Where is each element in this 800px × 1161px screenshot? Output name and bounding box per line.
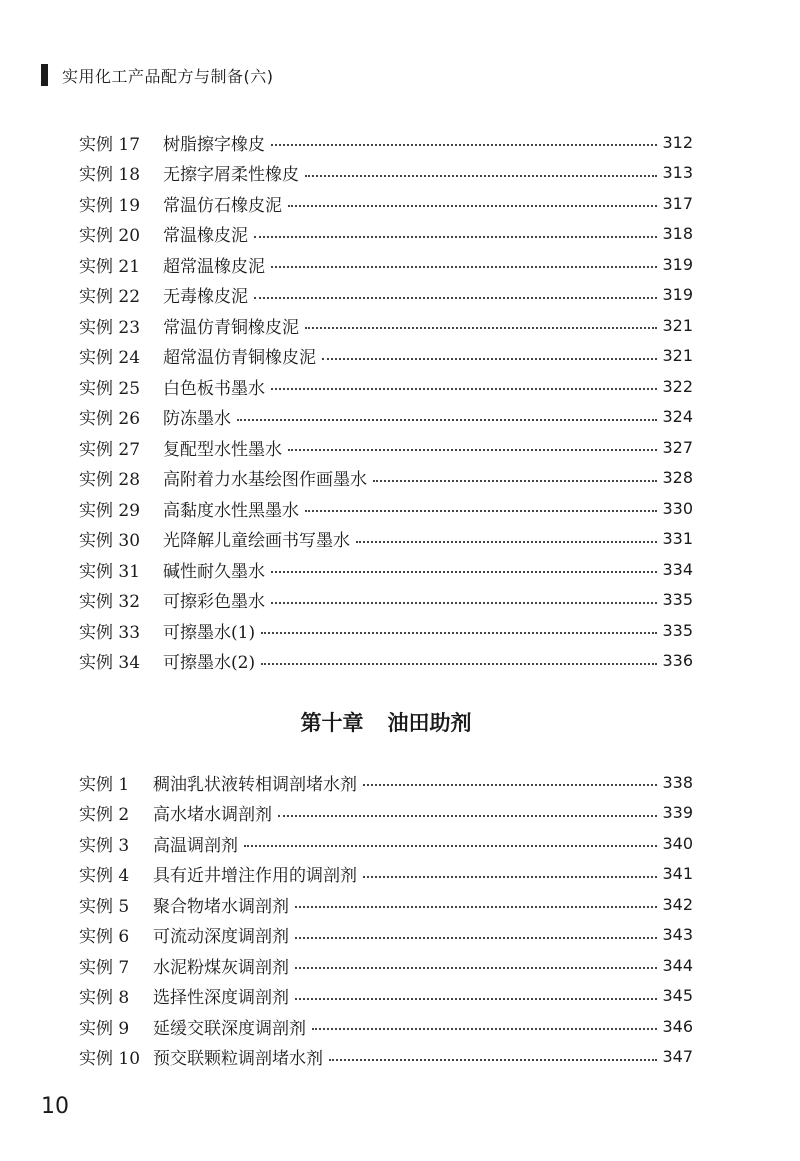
- toc-entry-label: 实例 10: [79, 1049, 141, 1070]
- toc-leader-dots: [305, 510, 657, 512]
- toc-entry-title: 高附着力水基绘图作画墨水: [163, 470, 367, 491]
- toc-entry[interactable]: [79, 524, 693, 555]
- toc-leader-dots: [305, 327, 657, 329]
- toc-entry-label: 实例 9: [79, 1018, 130, 1039]
- toc-leader-dots: [288, 449, 657, 451]
- toc-entry-title: 可擦墨水(1): [163, 622, 256, 643]
- toc-entry-label: 实例 26: [79, 409, 141, 430]
- running-header: [41, 62, 274, 88]
- toc-entry[interactable]: [79, 798, 693, 829]
- toc-entry-page: 338: [662, 772, 693, 792]
- toc-entry-title: 可流动深度调剖剂: [153, 927, 289, 948]
- toc-entry-label: 实例 34: [79, 653, 141, 674]
- toc-leader-dots: [261, 663, 657, 665]
- toc-entry[interactable]: [79, 889, 693, 920]
- toc-entry-page: 346: [662, 1016, 693, 1036]
- toc-entry[interactable]: [79, 554, 693, 585]
- toc-leader-dots: [295, 906, 657, 908]
- toc-entry-title: 延缓交联深度调剖剂: [153, 1018, 306, 1039]
- toc-entry[interactable]: [79, 402, 693, 433]
- toc-entry-label: 实例 22: [79, 287, 141, 308]
- toc-entry-title: 复配型水性墨水: [163, 439, 282, 460]
- toc-entry-page: 334: [662, 559, 693, 579]
- toc-entry-page: 341: [662, 864, 693, 884]
- toc-entry-title: 预交联颗粒调剖堵水剂: [153, 1049, 323, 1070]
- toc-leader-dots: [271, 266, 657, 268]
- toc-entry-title: 树脂擦字橡皮: [163, 134, 265, 155]
- toc-entry-title: 白色板书墨水: [163, 378, 265, 399]
- toc-entry[interactable]: [79, 371, 693, 402]
- toc-list-section-a: [79, 127, 693, 676]
- chapter-number: 第十章: [300, 711, 364, 735]
- toc-entry[interactable]: [79, 127, 693, 158]
- running-header-title: 实用化工产品配方与制备(六): [62, 66, 274, 86]
- toc-entry-title: 常温仿青铜橡皮泥: [163, 317, 299, 338]
- toc-entry-page: 335: [662, 590, 693, 610]
- chapter-name: 油田助剂: [387, 711, 472, 735]
- toc-entry-page: 347: [662, 1047, 693, 1067]
- toc-entry-page: 336: [662, 651, 693, 671]
- toc-leader-dots: [254, 236, 657, 238]
- toc-entry-title: 超常温橡皮泥: [163, 256, 265, 277]
- toc-entry-title: 可擦墨水(2): [163, 653, 256, 674]
- toc-entry[interactable]: [79, 859, 693, 890]
- toc-leader-dots: [237, 419, 657, 421]
- header-bar-mark: [41, 64, 48, 86]
- toc-entry-label: 实例 27: [79, 439, 141, 460]
- toc-entry-label: 实例 29: [79, 500, 141, 521]
- toc-entry[interactable]: [79, 950, 693, 981]
- toc-leader-dots: [288, 205, 657, 207]
- toc-entry[interactable]: [79, 280, 693, 311]
- toc-entry-page: 321: [662, 346, 693, 366]
- toc-entry-label: 实例 25: [79, 378, 141, 399]
- page-number: 10: [41, 1094, 69, 1119]
- toc-entry-title: 可擦彩色墨水: [163, 592, 265, 613]
- toc-entry-label: 实例 5: [79, 896, 130, 917]
- toc-entry-title: 水泥粉煤灰调剖剂: [153, 957, 289, 978]
- toc-entry-label: 实例 7: [79, 957, 130, 978]
- toc-entry-title: 防冻墨水: [163, 409, 231, 430]
- toc-entry[interactable]: [79, 615, 693, 646]
- toc-entry[interactable]: [79, 646, 693, 677]
- toc-entry[interactable]: [79, 219, 693, 250]
- toc-entry-title: 无毒橡皮泥: [163, 287, 248, 308]
- toc-entry-title: 聚合物堵水调剖剂: [153, 896, 289, 917]
- toc-entry-title: 光降解儿童绘画书写墨水: [163, 531, 350, 552]
- toc-entry[interactable]: [79, 188, 693, 219]
- toc-entry-label: 实例 17: [79, 134, 141, 155]
- toc-leader-dots: [295, 967, 657, 969]
- toc-leader-dots: [271, 602, 657, 604]
- toc-leader-dots: [244, 845, 657, 847]
- toc-entry[interactable]: [79, 432, 693, 463]
- toc-leader-dots: [356, 541, 657, 543]
- toc-entry[interactable]: [79, 981, 693, 1012]
- toc-entry-page: 331: [662, 529, 693, 549]
- toc-leader-dots: [363, 784, 657, 786]
- toc-entry-title: 高温调剖剂: [153, 835, 238, 856]
- toc-entry-title: 高黏度水性黑墨水: [163, 500, 299, 521]
- toc-leader-dots: [254, 297, 657, 299]
- toc-entry-page: 344: [662, 955, 693, 975]
- toc-entry[interactable]: [79, 585, 693, 616]
- chapter-heading: [0, 707, 772, 737]
- toc-entry[interactable]: [79, 310, 693, 341]
- toc-entry-page: 317: [662, 193, 693, 213]
- toc-leader-dots: [322, 358, 657, 360]
- toc-leader-dots: [271, 144, 657, 146]
- toc-leader-dots: [373, 480, 657, 482]
- toc-entry-label: 实例 20: [79, 226, 141, 247]
- toc-entry-page: 339: [662, 803, 693, 823]
- toc-entry-page: 319: [662, 254, 693, 274]
- toc-entry-title: 无擦字屑柔性橡皮: [163, 165, 299, 186]
- toc-list-section-b: [79, 767, 693, 1072]
- toc-entry-title: 选择性深度调剖剂: [153, 988, 289, 1009]
- toc-entry-label: 实例 32: [79, 592, 141, 613]
- toc-leader-dots: [329, 1059, 657, 1061]
- toc-entry-label: 实例 8: [79, 988, 130, 1009]
- toc-entry-label: 实例 30: [79, 531, 141, 552]
- toc-leader-dots: [363, 876, 657, 878]
- toc-entry-label: 实例 1: [79, 774, 130, 795]
- toc-entry[interactable]: [79, 493, 693, 524]
- toc-entry-page: 324: [662, 407, 693, 427]
- toc-entry[interactable]: [79, 767, 693, 798]
- toc-entry-page: 318: [662, 224, 693, 244]
- toc-entry-page: 321: [662, 315, 693, 335]
- toc-leader-dots: [271, 571, 657, 573]
- toc-leader-dots: [295, 998, 657, 1000]
- toc-entry-page: 312: [662, 132, 693, 152]
- toc-entry-label: 实例 6: [79, 927, 130, 948]
- toc-entry-page: 328: [662, 468, 693, 488]
- toc-entry-page: 343: [662, 925, 693, 945]
- toc-leader-dots: [261, 632, 657, 634]
- toc-entry-page: 342: [662, 894, 693, 914]
- toc-entry[interactable]: [79, 920, 693, 951]
- toc-entry-page: 319: [662, 285, 693, 305]
- toc-entry-title: 具有近井增注作用的调剖剂: [153, 866, 357, 887]
- toc-leader-dots: [278, 815, 657, 817]
- toc-entry-page: 335: [662, 620, 693, 640]
- toc-entry-title: 稠油乳状液转相调剖堵水剂: [153, 774, 357, 795]
- toc-leader-dots: [312, 1028, 657, 1030]
- toc-entry[interactable]: [79, 1011, 693, 1042]
- toc-entry-label: 实例 33: [79, 622, 141, 643]
- toc-entry-page: 327: [662, 437, 693, 457]
- toc-entry-title: 常温仿石橡皮泥: [163, 195, 282, 216]
- toc-entry-page: 322: [662, 376, 693, 396]
- toc-entry-label: 实例 18: [79, 165, 141, 186]
- toc-entry-title: 高水堵水调剖剂: [153, 805, 272, 826]
- toc-entry[interactable]: [79, 341, 693, 372]
- toc-leader-dots: [305, 175, 657, 177]
- toc-entry-title: 常温橡皮泥: [163, 226, 248, 247]
- toc-leader-dots: [295, 937, 657, 939]
- toc-entry-label: 实例 19: [79, 195, 141, 216]
- toc-entry-page: 345: [662, 986, 693, 1006]
- toc-entry-label: 实例 23: [79, 317, 141, 338]
- toc-entry[interactable]: [79, 249, 693, 280]
- toc-entry-label: 实例 31: [79, 561, 141, 582]
- toc-entry[interactable]: [79, 158, 693, 189]
- toc-entry-title: 碱性耐久墨水: [163, 561, 265, 582]
- toc-entry-page: 340: [662, 833, 693, 853]
- toc-entry-label: 实例 3: [79, 835, 130, 856]
- toc-entry-page: 330: [662, 498, 693, 518]
- toc-entry-label: 实例 4: [79, 866, 130, 887]
- toc-entry-page: 313: [662, 163, 693, 183]
- toc-entry[interactable]: [79, 1042, 693, 1073]
- toc-entry-label: 实例 2: [79, 805, 130, 826]
- toc-entry-label: 实例 21: [79, 256, 141, 277]
- toc-entry[interactable]: [79, 463, 693, 494]
- toc-leader-dots: [271, 388, 657, 390]
- toc-entry-label: 实例 28: [79, 470, 141, 491]
- toc-entry-label: 实例 24: [79, 348, 141, 369]
- toc-entry[interactable]: [79, 828, 693, 859]
- toc-entry-title: 超常温仿青铜橡皮泥: [163, 348, 316, 369]
